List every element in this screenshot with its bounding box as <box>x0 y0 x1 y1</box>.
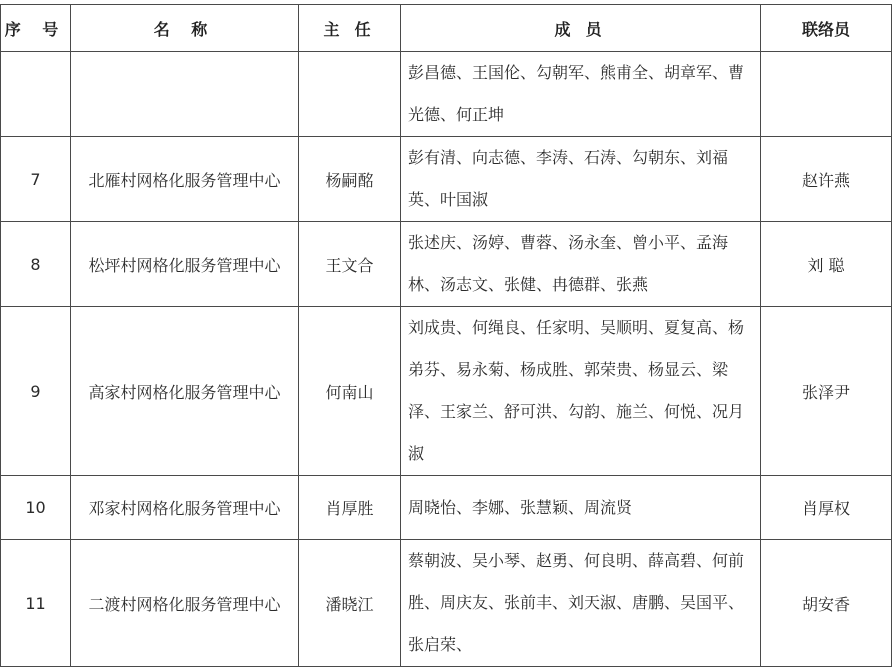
header-director: 主 任 <box>299 5 401 52</box>
table-row <box>1 476 892 540</box>
row-name: 二渡村网格化服务管理中心 <box>71 540 299 667</box>
row-members: 周晓怡、李娜、张慧颖、周流贤 <box>401 476 761 540</box>
table-row <box>1 137 892 222</box>
row-members: 刘成贵、何绳良、任家明、吴顺明、夏复高、杨弟芬、易永菊、杨成胜、郭荣贵、杨显云、梁泽、王家兰、舒可洪、勾韵、施兰、何悦、况月淑 <box>401 307 761 476</box>
row-no: 8 <box>1 222 71 307</box>
row-name: 高家村网格化服务管理中心 <box>71 307 299 476</box>
row-liaison: 赵许燕 <box>761 137 892 222</box>
row-members: 彭有清、向志德、李涛、石涛、勾朝东、刘福英、叶国淑 <box>401 137 761 222</box>
row-no: 7 <box>1 137 71 222</box>
row-name: 松坪村网格化服务管理中心 <box>71 222 299 307</box>
row-members: 张述庆、汤婷、曹蓉、汤永奎、曾小平、孟海林、汤志文、张健、冉德群、张燕 <box>401 222 761 307</box>
row-name <box>71 52 299 137</box>
table-row <box>1 52 892 137</box>
table-row <box>1 540 892 667</box>
row-no: 9 <box>1 307 71 476</box>
table-row <box>1 222 892 307</box>
header-name: 名 称 <box>71 5 299 52</box>
row-name: 北雁村网格化服务管理中心 <box>71 137 299 222</box>
header-members: 成 员 <box>401 5 761 52</box>
row-director: 王文合 <box>299 222 401 307</box>
row-liaison: 肖厚权 <box>761 476 892 540</box>
row-director: 何南山 <box>299 307 401 476</box>
row-liaison: 张泽尹 <box>761 307 892 476</box>
row-liaison: 胡安香 <box>761 540 892 667</box>
header-row <box>1 5 892 52</box>
row-director <box>299 52 401 137</box>
row-no <box>1 52 71 137</box>
row-no: 10 <box>1 476 71 540</box>
row-director: 杨嗣酩 <box>299 137 401 222</box>
row-director: 潘晓江 <box>299 540 401 667</box>
row-director: 肖厚胜 <box>299 476 401 540</box>
committee-table <box>0 4 892 667</box>
row-no: 11 <box>1 540 71 667</box>
row-members: 彭昌德、王国伦、勾朝军、熊甫全、胡章军、曹光德、何正坤 <box>401 52 761 137</box>
header-no: 序 号 <box>1 5 71 52</box>
row-name: 邓家村网格化服务管理中心 <box>71 476 299 540</box>
row-liaison <box>761 52 892 137</box>
header-liaison: 联络员 <box>761 5 892 52</box>
row-members: 蔡朝波、吴小琴、赵勇、何良明、薛高碧、何前胜、周庆友、张前丰、刘天淑、唐鹏、吴国平、张启荣、 <box>401 540 761 667</box>
table-row <box>1 307 892 476</box>
row-liaison: 刘 聪 <box>761 222 892 307</box>
